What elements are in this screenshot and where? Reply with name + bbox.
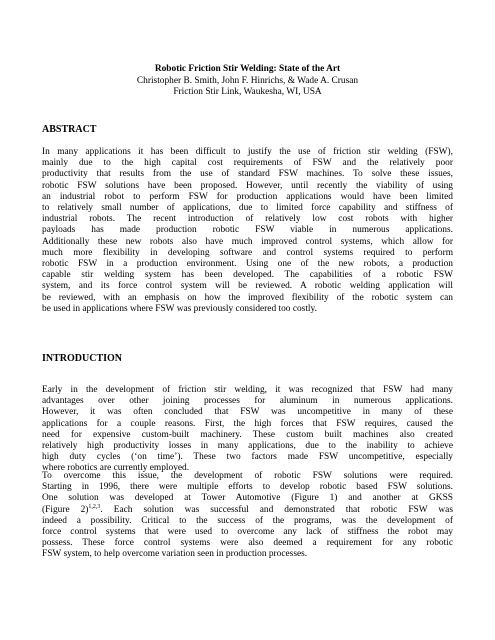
abstract-paragraph [42, 147, 453, 315]
abstract-line: robotic FSW in a production environment. Using one of the new robots, a production [42, 259, 453, 270]
intro-line: where robotics are currently employed. [42, 463, 190, 474]
abstract-line: system, and its force control system will be reviewed. A robotic welding application will [42, 281, 453, 292]
abstract-line: productivity that results from the use of standard FSW machines. To solve these issues, [42, 169, 453, 180]
intro-line: possess. These force control systems were also deemed a requirement for any robotic [42, 538, 453, 549]
abstract-line: mainly due to the high capital cost requirements of FSW and the relatively poor [42, 158, 453, 169]
intro-line: Starting in 1996, there were multiple efforts to develop robotic based FSW solutions. [42, 482, 453, 493]
intro-line: applications for a couple reasons. First, the high forces that FSW requires, caused the [42, 418, 453, 429]
abstract-line: capable stir welding system has been developed. The capabilities of a robotic FSW [42, 270, 453, 281]
intro-line: indeed a possibility. Critical to the success of the programs, was the development of [42, 515, 453, 526]
abstract-line: to relatively small number of applications, due to limited force capability and stiffness of [42, 203, 453, 214]
abstract-line: In many applications it has been difficult to justify the use of friction stir welding (FSW), [42, 147, 453, 157]
introduction-paragraph-1 [42, 385, 453, 475]
abstract-line: an industrial robot to perform FSW for production applications would have been limited [42, 191, 453, 202]
intro-line: One solution was developed at Tower Automotive (Figure 1) and another at GKSS [42, 493, 453, 504]
abstract-line: industrial robots. The recent introduction of relatively low cost robots with higher [42, 214, 453, 225]
introduction-heading: INTRODUCTION [42, 353, 123, 364]
abstract-line: Additionally these new robots also have much improved control systems, which allow for [42, 236, 453, 247]
paper-authors: Christopher B. Smith, John F. Hinrichs, & Wade A. Crusan [136, 75, 359, 86]
abstract-line: payloads has made production robotic FSW viable in numerous applications. [42, 225, 453, 236]
abstract-line: much more flexibility in developing software and control systems required to perform [42, 247, 453, 258]
intro-line: need for expensive custom-built machinery. These custom built machines also created [42, 429, 453, 440]
abstract-line: be used in applications where FSW was previously considered too costly. [42, 303, 317, 314]
intro-line-with-citation [42, 505, 453, 516]
introduction-paragraph-2 [42, 471, 453, 561]
paper-affiliation: Friction Stir Link, Waukesha, WI, USA [173, 87, 322, 97]
citation-superscript: 1,2,3 [88, 503, 101, 510]
intro-line: Early in the development of friction stir welding, it was recognized that FSW had many [42, 385, 453, 395]
intro-line: advantages over other joining processes for aluminum in numerous applications. [42, 396, 453, 407]
intro-line: To overcome this issue, the development of robotic FSW solutions were required. [42, 471, 453, 481]
intro-line: However, it was often concluded that FSW was uncompetitive in many of these [42, 407, 453, 418]
intro-line: high duty cycles (‘on time’). These two factors made FSW uncompetitive, especially [42, 452, 453, 463]
paper-title: Robotic Friction Stir Welding: State of the Art [154, 64, 341, 74]
abstract-line: robotic FSW solutions have been proposed. However, until recently the viability of using [42, 180, 453, 191]
intro-line: relatively high productivity losses in many applications, due to the inability to achieve [42, 441, 453, 452]
intro-line: FSW system, to help overcome variation seen in production processes. [42, 549, 308, 560]
abstract-line: be reviewed, with an emphasis on how the improved flexibility of the robotic system can [42, 292, 453, 303]
intro-text: . Each solution was successful and demonstrated that robotic FSW was [100, 504, 453, 515]
intro-text: (Figure 2) [42, 504, 89, 515]
abstract-heading: ABSTRACT [42, 124, 97, 135]
intro-line: force control systems that were used to overcome any lack of stiffness the robot may [42, 527, 453, 538]
